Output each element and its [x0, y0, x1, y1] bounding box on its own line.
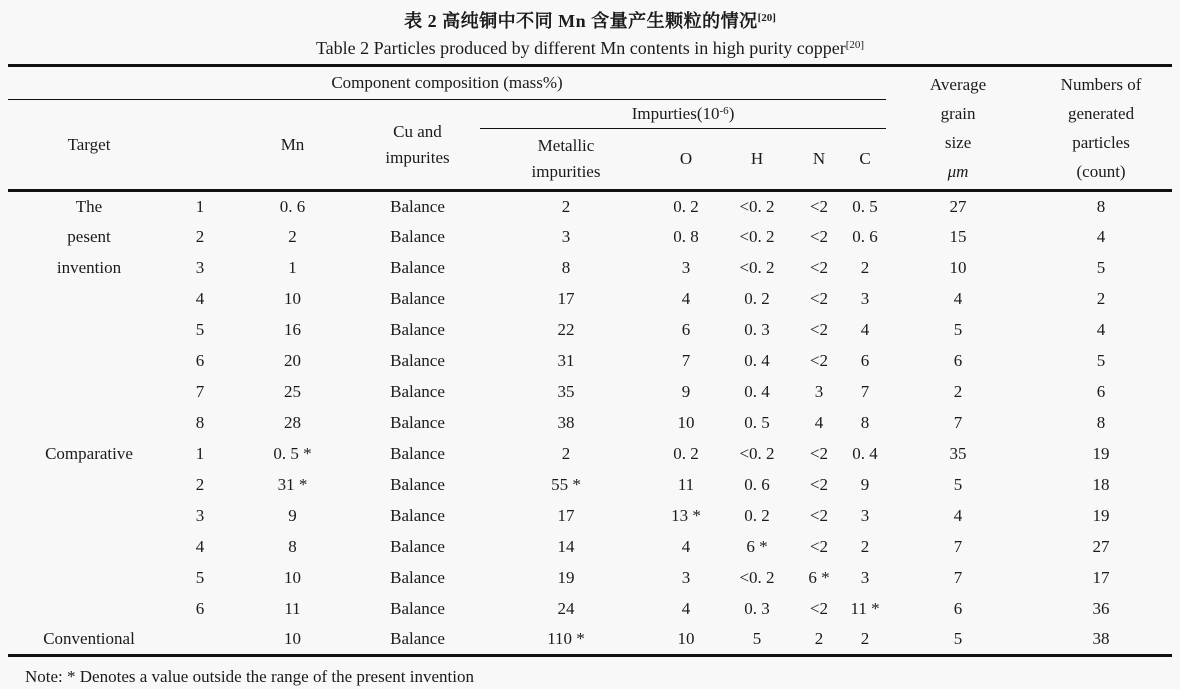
table-row — [8, 377, 1172, 408]
cell-metallic: 14 — [557, 537, 575, 556]
header-numbers-of-particles-line1: Numbers of — [1060, 75, 1142, 94]
header-cu-and-impurites — [355, 100, 480, 191]
cell-c: 3 — [860, 568, 870, 587]
table-captions — [0, 0, 1180, 60]
cell-particles: 2 — [1096, 289, 1106, 308]
cell-cu: Balance — [390, 506, 445, 525]
cell-metallic: 17 — [557, 289, 575, 308]
cell-mn: 0. 5 * — [273, 444, 312, 463]
cell-grain: 35 — [949, 444, 967, 463]
cell-metallic: 31 — [557, 351, 575, 370]
cell-metallic: 8 — [561, 258, 571, 277]
cell-o: 7 — [681, 351, 691, 370]
cell-grain: 5 — [953, 320, 963, 339]
cell-mn: 25 — [284, 382, 301, 401]
cell-target: pesent — [67, 227, 111, 246]
cell-grain: 6 — [953, 351, 963, 370]
cell-no: 4 — [195, 537, 205, 556]
caption-english-reference: [20] — [845, 39, 865, 51]
cell-c: 2 — [860, 537, 870, 556]
cell-no: 5 — [195, 320, 205, 339]
header-impurties-group — [480, 100, 886, 129]
cell-o: 4 — [681, 599, 691, 618]
cell-grain: 7 — [953, 413, 963, 432]
header-average-grain-size-line3: size — [944, 133, 972, 152]
header-numbers-of-particles-unit: (count) — [1076, 162, 1126, 181]
header-cu-and-impurites-line1: Cu and — [393, 121, 442, 141]
cell-no: 4 — [195, 289, 205, 308]
table-row — [8, 315, 1172, 346]
cell-grain: 10 — [949, 258, 967, 277]
cell-o: 3 — [681, 568, 691, 587]
cell-cu: Balance — [390, 599, 445, 618]
header-sample-number — [170, 100, 230, 191]
cell-cu: Balance — [390, 227, 445, 246]
cell-no: 8 — [195, 413, 205, 432]
cell-target — [8, 470, 170, 501]
cell-mn: 10 — [284, 568, 301, 587]
cell-mn: 0. 6 — [279, 196, 306, 216]
cell-n: <2 — [809, 475, 829, 494]
cell-o: 6 — [681, 320, 691, 339]
table-row — [8, 191, 1172, 222]
cell-c: 2 — [860, 258, 870, 277]
cell-no: 5 — [195, 568, 205, 587]
cell-metallic: 110 * — [547, 629, 585, 649]
cell-n: <2 — [809, 506, 829, 525]
header-metallic-impurities-line1: Metallic — [537, 136, 595, 155]
cell-n: 4 — [814, 413, 824, 432]
cell-particles: 6 — [1096, 382, 1106, 401]
cell-target: The — [75, 196, 103, 216]
cell-target: Conventional — [43, 629, 135, 649]
cell-h: 0. 2 — [744, 506, 770, 525]
cell-h: 0. 6 — [744, 475, 770, 494]
table-row — [8, 470, 1172, 501]
cell-cu: Balance — [390, 196, 445, 216]
cell-no: 1 — [195, 196, 205, 216]
cell-c: 2 — [860, 629, 870, 649]
cell-h: 0. 4 — [744, 382, 770, 401]
cell-particles: 19 — [1092, 444, 1110, 463]
cell-h: 6 * — [746, 537, 768, 556]
cell-o: 10 — [677, 629, 695, 649]
header-impurties-exponent: -6 — [719, 105, 729, 117]
cell-cu: Balance — [390, 289, 445, 308]
table-row — [8, 532, 1172, 563]
cell-n: 6 * — [808, 568, 830, 587]
cell-grain: 6 — [953, 599, 963, 618]
table-row — [8, 284, 1172, 315]
cell-n: <2 — [809, 289, 829, 308]
cell-particles: 18 — [1092, 475, 1110, 494]
cell-no: 2 — [195, 227, 205, 246]
cell-grain: 4 — [953, 289, 963, 308]
cell-metallic: 38 — [557, 413, 575, 432]
cell-h: <0. 2 — [739, 568, 775, 587]
cell-mn: 31 * — [277, 475, 308, 494]
caption-chinese — [0, 6, 1180, 33]
header-metallic-impurities-line2: impurities — [531, 162, 601, 181]
cell-cu: Balance — [390, 444, 445, 463]
header-mn: Mn — [280, 134, 305, 154]
cell-h: 0. 3 — [744, 320, 770, 339]
header-average-grain-size-unit: μm — [947, 162, 969, 181]
cell-o: 10 — [677, 413, 695, 432]
cell-grain: 5 — [953, 629, 963, 649]
cell-target — [8, 284, 170, 315]
cell-h: 0. 2 — [744, 289, 770, 308]
cell-particles: 8 — [1096, 196, 1106, 216]
caption-chinese-text: 表 2 高纯铜中不同 Mn 含量产生颗粒的情况 — [404, 11, 758, 31]
cell-c: 0. 4 — [852, 444, 878, 463]
cell-o: 0. 2 — [673, 444, 699, 463]
cell-h: <0. 2 — [739, 196, 775, 216]
table-row — [8, 253, 1172, 284]
cell-metallic: 55 * — [551, 475, 581, 494]
cell-c: 7 — [860, 382, 870, 401]
cell-target — [8, 563, 170, 594]
cell-h: <0. 2 — [739, 227, 775, 246]
caption-chinese-reference: [20] — [757, 12, 776, 24]
header-impurties-base: Impurties(10 — [631, 104, 720, 123]
cell-o: 0. 2 — [673, 196, 699, 216]
header-numbers-of-particles — [1030, 66, 1172, 191]
table-row — [8, 594, 1172, 625]
cell-no: 1 — [195, 444, 205, 463]
cell-mn: 16 — [284, 320, 301, 339]
cell-particles: 27 — [1092, 537, 1110, 556]
header-target: Target — [67, 134, 111, 154]
cell-particles: 5 — [1096, 258, 1106, 277]
cell-target — [8, 346, 170, 377]
cell-target: invention — [56, 258, 122, 277]
header-component-composition: Component composition (mass%) — [8, 66, 886, 100]
cell-c: 8 — [860, 413, 870, 432]
cell-o: 0. 8 — [673, 227, 699, 246]
header-numbers-of-particles-line3: particles — [1072, 133, 1130, 152]
table-row — [8, 408, 1172, 439]
cell-cu: Balance — [390, 258, 445, 277]
cell-target: Comparative — [45, 444, 133, 463]
cell-particles: 36 — [1092, 599, 1110, 618]
cell-h: 0. 3 — [744, 599, 770, 618]
cell-target — [8, 377, 170, 408]
table-row — [8, 625, 1172, 656]
cell-mn: 10 — [284, 289, 301, 308]
cell-metallic: 35 — [557, 382, 575, 401]
cell-o: 4 — [681, 537, 691, 556]
header-average-grain-size — [886, 66, 1030, 191]
cell-h: 5 — [752, 629, 762, 649]
cell-no: 7 — [195, 382, 205, 401]
cell-cu: Balance — [390, 320, 445, 339]
cell-target — [8, 408, 170, 439]
cell-c: 0. 6 — [852, 227, 878, 246]
cell-no: 6 — [195, 599, 205, 618]
table-note: Note: * Denotes a value outside the range of the present invention — [25, 667, 474, 686]
cell-n: <2 — [809, 258, 829, 277]
cell-c: 0. 5 — [852, 196, 878, 216]
cell-no: 6 — [195, 351, 205, 370]
cell-h: 0. 5 — [744, 413, 770, 432]
cell-mn: 8 — [288, 537, 297, 556]
cell-cu: Balance — [390, 351, 445, 370]
cell-target — [8, 532, 170, 563]
cell-o: 13 * — [671, 506, 701, 525]
cell-no — [170, 625, 230, 656]
cell-c: 3 — [860, 289, 870, 308]
cell-c: 11 * — [850, 599, 880, 618]
cell-grain: 2 — [953, 382, 963, 401]
cell-o: 11 — [677, 475, 695, 494]
cell-metallic: 2 — [561, 444, 571, 463]
cell-metallic: 22 — [557, 320, 575, 339]
header-metallic-impurities — [480, 129, 652, 191]
header-numbers-of-particles-line2: generated — [1068, 104, 1135, 123]
cell-target — [8, 501, 170, 532]
table-body — [8, 191, 1172, 656]
cell-mn: 9 — [288, 506, 297, 525]
cell-c: 9 — [860, 475, 870, 494]
cell-mn: 2 — [288, 227, 297, 246]
cell-particles: 17 — [1092, 568, 1110, 587]
header-nitrogen: N — [812, 149, 826, 168]
cell-n: <2 — [809, 351, 829, 370]
caption-english-text: Table 2 Particles produced by different Mn contents in high purity copper — [315, 38, 846, 58]
header-oxygen: O — [679, 149, 693, 168]
header-impurties-close: ) — [728, 104, 735, 123]
header-carbon: C — [859, 149, 871, 168]
cell-n: <2 — [809, 537, 829, 556]
cell-cu: Balance — [390, 629, 445, 649]
cell-particles: 4 — [1096, 320, 1106, 339]
cell-h: <0. 2 — [739, 444, 775, 463]
particles-data-table — [8, 64, 1172, 657]
cell-h: 0. 4 — [744, 351, 770, 370]
cell-mn: 11 — [284, 599, 301, 618]
cell-o: 3 — [681, 258, 691, 277]
cell-no: 3 — [195, 506, 205, 525]
cell-metallic: 19 — [557, 568, 575, 587]
cell-mn: 10 — [284, 629, 301, 649]
cell-no: 3 — [195, 258, 205, 277]
cell-n: <2 — [809, 196, 829, 216]
cell-cu: Balance — [390, 382, 445, 401]
cell-particles: 38 — [1092, 629, 1110, 649]
cell-no: 2 — [195, 475, 205, 494]
cell-cu: Balance — [390, 568, 445, 587]
cell-h: <0. 2 — [739, 258, 775, 277]
cell-target — [8, 594, 170, 625]
cell-n: 3 — [814, 382, 824, 401]
cell-grain: 5 — [953, 475, 963, 494]
cell-grain: 7 — [953, 568, 963, 587]
table-row — [8, 563, 1172, 594]
cell-o: 9 — [681, 382, 691, 401]
cell-grain: 27 — [949, 196, 967, 216]
cell-cu: Balance — [390, 475, 445, 494]
cell-n: 2 — [814, 629, 824, 649]
cell-mn: 28 — [284, 413, 301, 432]
cell-particles: 19 — [1092, 506, 1110, 525]
header-average-grain-size-line1: Average — [929, 75, 987, 94]
cell-cu: Balance — [390, 413, 445, 432]
cell-target — [8, 315, 170, 346]
cell-cu: Balance — [390, 537, 445, 556]
cell-particles: 4 — [1096, 227, 1106, 246]
cell-grain: 4 — [953, 506, 963, 525]
cell-c: 4 — [860, 320, 870, 339]
cell-n: <2 — [809, 444, 829, 463]
cell-o: 4 — [681, 289, 691, 308]
cell-grain: 15 — [949, 227, 967, 246]
table-row — [8, 439, 1172, 470]
cell-metallic: 24 — [557, 599, 575, 618]
cell-metallic: 3 — [561, 227, 571, 246]
table-row — [8, 501, 1172, 532]
header-cu-and-impurites-line2: impurites — [385, 147, 450, 167]
cell-n: <2 — [809, 320, 829, 339]
header-average-grain-size-line2: grain — [940, 104, 976, 123]
cell-mn: 20 — [284, 351, 301, 370]
cell-particles: 8 — [1096, 413, 1106, 432]
cell-n: <2 — [809, 227, 829, 246]
cell-mn: 1 — [288, 258, 297, 277]
cell-c: 3 — [860, 506, 870, 525]
cell-grain: 7 — [953, 537, 963, 556]
cell-metallic: 17 — [557, 506, 575, 525]
table-row — [8, 346, 1172, 377]
header-hydrogen: H — [750, 149, 764, 168]
cell-n: <2 — [809, 599, 829, 618]
table-row — [8, 222, 1172, 253]
cell-particles: 5 — [1096, 351, 1106, 370]
cell-metallic: 2 — [561, 196, 571, 216]
caption-english — [0, 33, 1180, 60]
cell-c: 6 — [860, 351, 870, 370]
